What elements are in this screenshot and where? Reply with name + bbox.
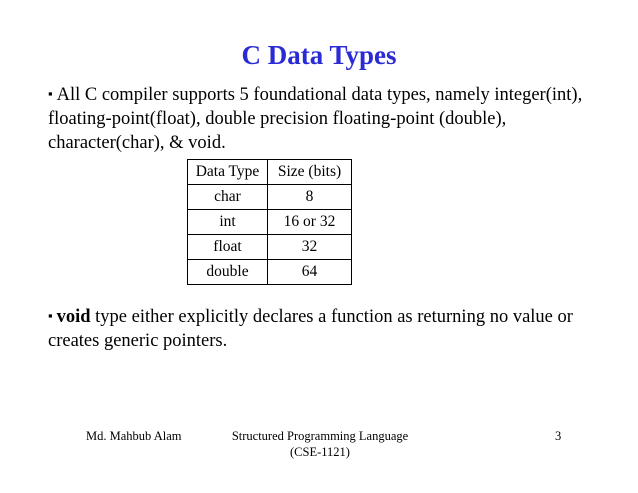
footer-course-title: Structured Programming Language bbox=[231, 429, 409, 443]
square-bullet-icon: ▪ bbox=[48, 86, 53, 101]
table-row bbox=[188, 260, 352, 285]
table-header-data-type: Data Type bbox=[188, 160, 268, 185]
table-cell-type: double bbox=[188, 260, 268, 285]
bullet-paragraph-data-types bbox=[48, 82, 608, 155]
table-cell-type: float bbox=[188, 235, 268, 260]
table-header-size: Size (bits) bbox=[268, 160, 352, 185]
slide-title: C Data Types bbox=[241, 40, 397, 70]
bullet-text: type either explicitly declares a function as returning no value or creates generic pointers. bbox=[48, 307, 573, 351]
footer-course bbox=[205, 428, 435, 460]
table-cell-size: 32 bbox=[268, 235, 352, 260]
table-row bbox=[188, 210, 352, 235]
square-bullet-icon: ▪ bbox=[48, 308, 53, 323]
bullet-text: All C compiler supports 5 foundational data types, namely integer(int), floating-point(float), double precision floating-point (double), character(char), & void. bbox=[48, 85, 583, 153]
bullet-paragraph-void bbox=[48, 304, 608, 353]
footer-author: Md. Mahbub Alam bbox=[86, 429, 182, 443]
table-cell-type: char bbox=[188, 185, 268, 210]
table-row bbox=[188, 235, 352, 260]
table-header-row bbox=[188, 160, 352, 185]
footer-course-code: (CSE-1121) bbox=[290, 445, 350, 459]
data-types-table bbox=[187, 159, 352, 285]
table-cell-type: int bbox=[188, 210, 268, 235]
table-row bbox=[188, 185, 352, 210]
footer-page-number: 3 bbox=[555, 429, 562, 443]
table-cell-size: 64 bbox=[268, 260, 352, 285]
table-cell-size: 16 or 32 bbox=[268, 210, 352, 235]
table-cell-size: 8 bbox=[268, 185, 352, 210]
void-keyword: void bbox=[56, 307, 91, 327]
